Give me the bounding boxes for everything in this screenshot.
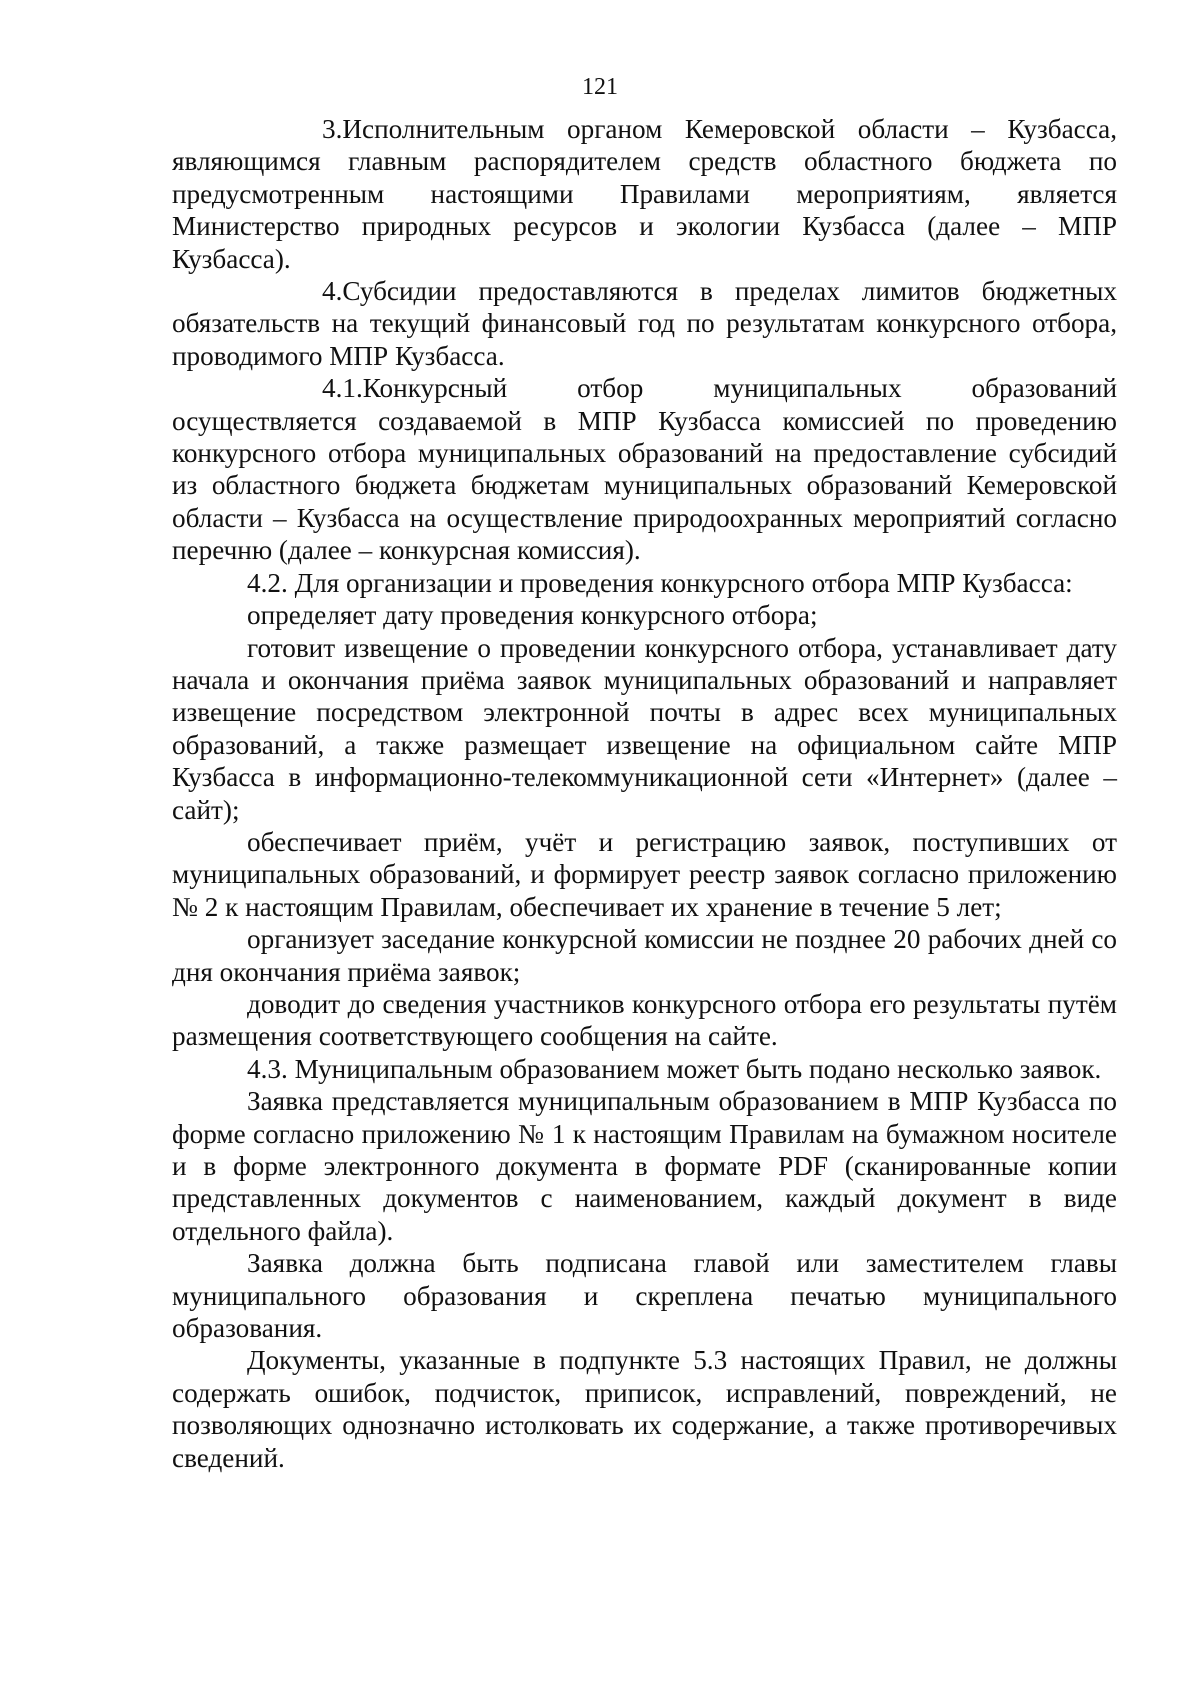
paragraph-list-item: определяет дату проведения конкурсного отбора; [247,600,818,631]
paragraph-text: Субсидии предоставляются в пределах лимитов бюджетных обязательств на текущий финансовый год по результатам конкурсного отбора, проводимого МПР Кузбасса. [172,276,1117,371]
paragraph-list-item: обеспечивает приём, учёт и регистрацию заявок, поступивших от муниципальных образований, и формирует реестр заявок согласно приложению № 2 к настоящим Правилам, обеспечивает их хранение в течение 5 лет; [172,826,1117,922]
paragraph-4-3: 4.3. Муниципальным образованием может быть подано несколько заявок. [247,1053,1102,1084]
paragraph-4-2: 4.2. Для организации и проведения конкурсного отбора МПР Кузбасса: [247,567,1073,598]
item-number: 4.1. [322,373,363,404]
paragraph-text-block: Заявка должна быть подписана главой или заместителем главы муниципального образования и скреплена печатью муниципального образования. [172,1248,1117,1344]
item-number: 3. [322,114,343,144]
paragraph-4-1 [172,372,1117,566]
page-number: 121 [582,74,618,100]
paragraph-text-block: Заявка представляется муниципальным образованием в МПР Кузбасса по форме согласно приложению № 1 к настоящим Правилам на бумажном носителе и в форме электронного документа в формате PDF (сканированные копии представленных документов с наименованием, каждый документ в виде отдельного файла). [172,1086,1117,1246]
paragraph-text-block: Документы, указанные в подпункте 5.3 настоящих Правил, не должны содержать ошибок, подчисток, приписок, исправлений, повреждений, не позволяющих однозначно истолковать их содержание, а также противоречивых сведений. [172,1345,1117,1473]
paragraph-3 [172,113,1117,275]
item-number: 4. [322,276,343,307]
paragraph-list-item: организует заседание конкурсной комиссии не позднее 20 рабочих дней со дня окончания приёма заявок; [172,924,1117,987]
paragraph-list-item: готовит извещение о проведении конкурсного отбора, устанавливает дату начала и окончания приёма заявок муниципальных образований и направляет извещение посредством электронной почты в адрес всех муниципальных образований, а также размещает извещение на официальном сайте МПР Кузбасса в информационно-телекоммуникационной сети «Интернет» (далее – сайт); [172,632,1117,825]
paragraph-text: Исполнительным органом Кемеровской области – Кузбасса, являющимся главным распорядителем средств областного бюджета по предусмотренным настоящими Правилами мероприятиям, является Министерство природных ресурсов и экологии Кузбасса (далее – МПР Кузбасса). [172,114,1117,274]
paragraph-list-item: доводит до сведения участников конкурсного отбора его результаты путём размещения соответствующего сообщения на сайте. [172,988,1117,1052]
paragraph-4 [172,275,1117,372]
paragraph-text: Конкурсный отбор муниципальных образований осуществляется создаваемой в МПР Кузбасса комиссией по проведению конкурсного отбора муниципальных образований на предоставление субсидий из областного бюджета бюджетам муниципальных образований Кемеровской области – Кузбасса на осуществление природоохранных мероприятий согласно перечню (далее – конкурсная комиссия). [172,373,1117,566]
document-body [172,113,1117,1474]
